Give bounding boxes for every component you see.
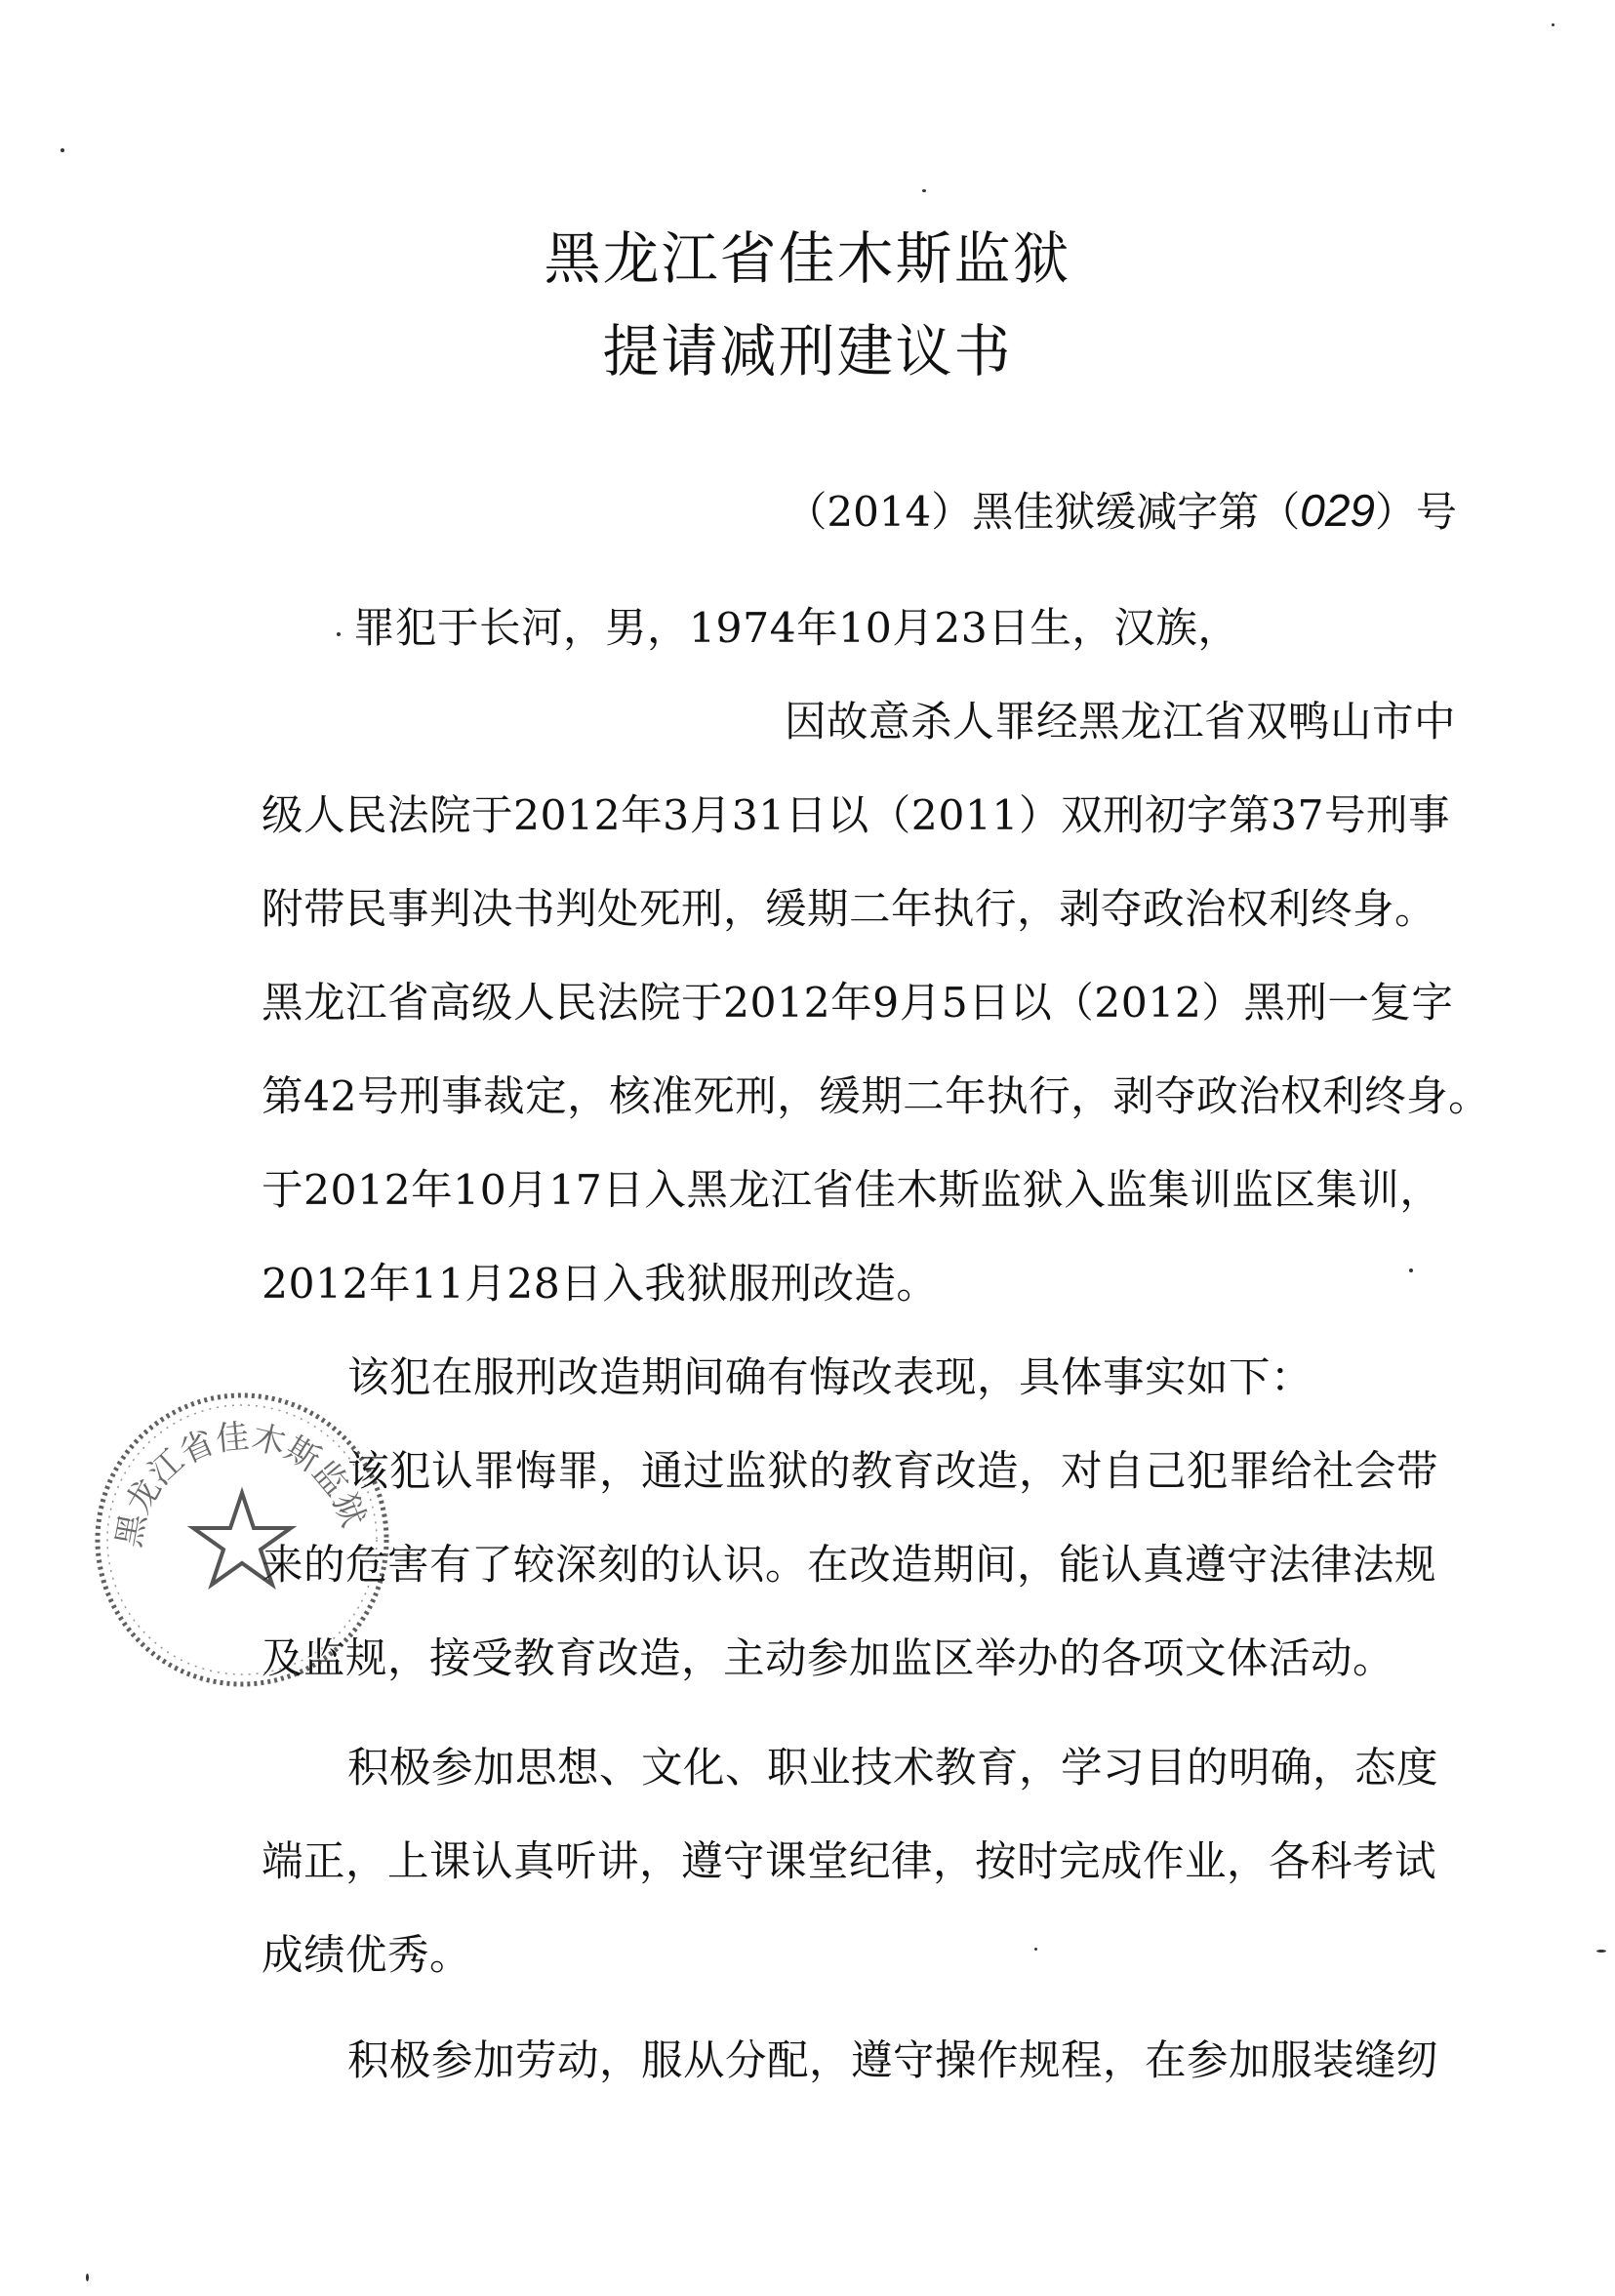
scan-speck [1596,1950,1606,1953]
text-line: 该犯在服刑改造期间确有悔改表现，具体事实如下： [347,1354,1313,1402]
seal-star-icon [193,1493,291,1585]
text-line: 及监规，接受教育改造，主动参加监区举办的各项文体活动。 [262,1635,1395,1683]
text-line: 积极参加思想、文化、职业技术教育，学习目的明确，态度 [347,1745,1439,1792]
institution-title: 黑龙江省佳木斯监狱 [544,225,1071,292]
text-line: 第42号刑事裁定，核准死刑，缓期二年执行，剥夺政治权利终身。 [262,1073,1491,1121]
doc-number-handwritten: 029 [1300,485,1375,536]
scan-speck [1409,1269,1413,1272]
document-title: 提请减刑建议书 [602,318,1013,384]
text-line: 该犯认罪悔罪，通过监狱的教育改造，对自己犯罪给社会带 [347,1448,1439,1496]
scan-speck [1552,23,1554,26]
text-line: 级人民法院于2012年3月31日以（2011）双刑初字第37号刑事 [262,792,1451,840]
scan-speck [922,189,926,192]
doc-number-prefix: （2014）黑佳狱缓减字第（ [786,488,1301,536]
text-line: 成绩优秀。 [262,1932,472,1980]
text-line: 因故意杀人罪经黑龙江省双鸭山市中 [785,699,1457,746]
official-seal [86,1384,398,1696]
scan-speck [337,632,341,636]
text-line: 黑龙江省高级人民法院于2012年9月5日以（2012）黑刑一复字 [262,980,1454,1027]
scan-speck [61,148,64,152]
document-number [786,480,1457,539]
text-line: 罪犯于长河，男，1974年10月23日生，汉族， [353,605,1240,653]
seal-text: 黑龙江省佳木斯监狱 [109,1417,373,1551]
svg-text:黑龙江省佳木斯监狱 [109,1417,373,1550]
text-line: 端正，上课认真听讲，遵守课堂纪律，按时完成作业，各科考试 [262,1838,1437,1886]
text-line: 积极参加劳动，服从分配，遵守操作规程，在参加服装缝纫 [347,2037,1439,2085]
scan-speck [1034,1948,1037,1951]
text-line: 2012年11月28日入我狱服刑改造。 [262,1261,939,1309]
text-line: 附带民事判决书判处死刑，缓期二年执行，剥夺政治权利终身。 [262,886,1437,934]
text-line: 来的危害有了较深刻的认识。在改造期间，能认真遵守法律法规 [262,1542,1437,1590]
scan-speck [86,2274,89,2281]
text-line: 于2012年10月17日入黑龙江省佳木斯监狱入监集训监区集训， [262,1167,1442,1215]
doc-number-suffix: ）号 [1374,488,1457,536]
